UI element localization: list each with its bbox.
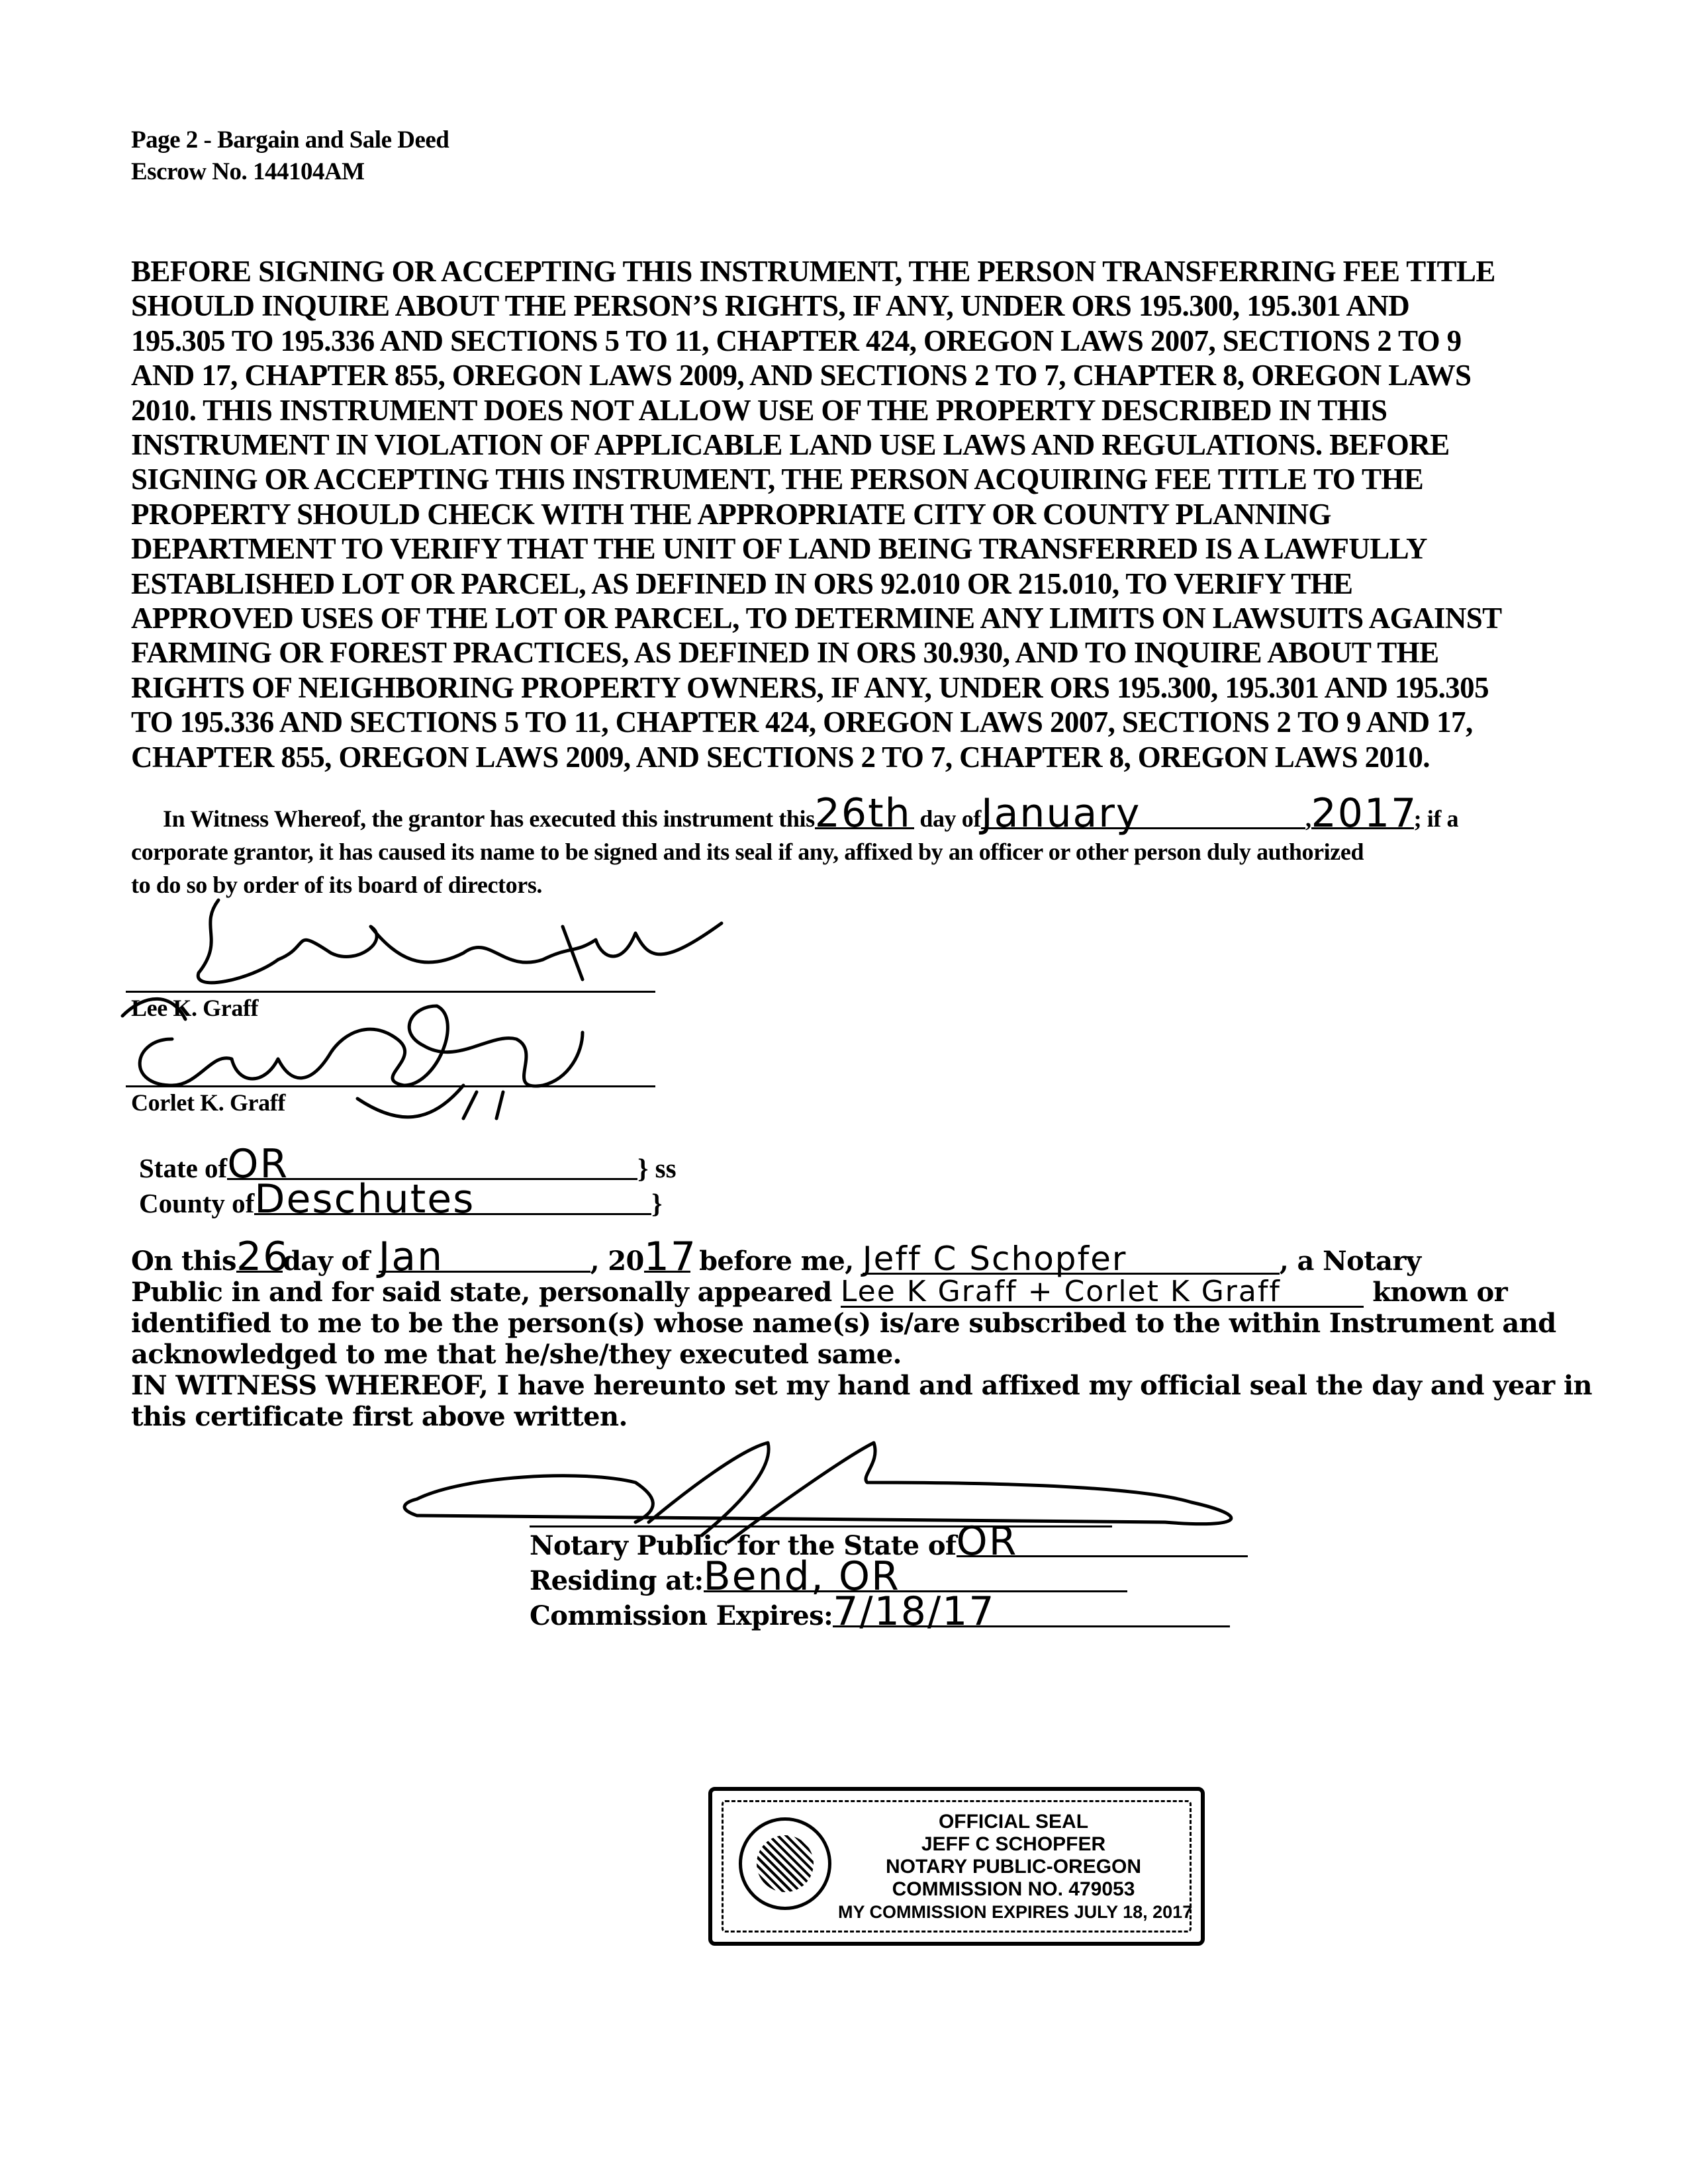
state-seal-emblem-icon <box>739 1817 831 1910</box>
signature-corlet-extra <box>357 1085 503 1118</box>
ss-marker: } ss <box>637 1153 677 1183</box>
witness-year-field[interactable]: 2017 <box>1311 790 1418 837</box>
ack-text: , 20 <box>590 1246 644 1277</box>
warning-line: PROPERTY SHOULD CHECK WITH THE APPROPRIATE CITY OR COUNTY PLANNING <box>131 497 1331 531</box>
ack-notary-name-field[interactable]: Jeff C Schopfer <box>863 1245 1280 1275</box>
state-label: State of <box>139 1153 228 1183</box>
ack-line-6: this certificate first above written. <box>131 1401 628 1432</box>
notary-residing-label: Residing at: <box>530 1565 704 1596</box>
witness-text: ; if a <box>1413 805 1459 832</box>
seal-line-1: OFFICIAL SEAL <box>938 1811 1089 1833</box>
signer-name-2: Corlet K. Graff <box>131 1089 285 1116</box>
witness-line-3: to do so by order of its board of directors. <box>131 872 543 898</box>
ack-text: Public in and for said state, personally appeared <box>131 1277 832 1308</box>
signature-lee-extra <box>122 927 583 1019</box>
seal-line-5: MY COMMISSION EXPIRES JULY 18, 2017 <box>838 1902 1193 1922</box>
official-seal-stamp <box>708 1787 1205 1946</box>
witness-text: , <box>1305 805 1311 832</box>
warning-line: DEPARTMENT TO VERIFY THAT THE UNIT OF LAND BEING TRANSFERRED IS A LAWFULLY <box>131 532 1427 566</box>
seal-line-4: COMMISSION NO. 479053 <box>892 1878 1135 1900</box>
warning-line: FARMING OR FOREST PRACTICES, AS DEFINED IN ORS 30.930, AND TO INQUIRE ABOUT THE <box>131 636 1439 670</box>
notary-state-label: Notary Public for the State of <box>530 1530 957 1561</box>
state-field[interactable]: OR <box>227 1150 637 1180</box>
warning-line: SIGNING OR ACCEPTING THIS INSTRUMENT, THE PERSON ACQUIRING FEE TITLE TO THE <box>131 463 1424 496</box>
notary-expires-label: Commission Expires: <box>530 1600 833 1631</box>
page-label: Page 2 - Bargain and Sale Deed <box>131 126 449 154</box>
warning-line: ESTABLISHED LOT OR PARCEL, AS DEFINED IN ORS 92.010 OR 215.010, TO VERIFY THE <box>131 567 1353 600</box>
warning-line: 2010. THIS INSTRUMENT DOES NOT ALLOW USE OF THE PROPERTY DESCRIBED IN THIS <box>131 393 1387 427</box>
warning-line: TO 195.336 AND SECTIONS 5 TO 11, CHAPTER 424, OREGON LAWS 2007, SECTIONS 2 TO 9 AND 17, <box>131 705 1473 739</box>
warning-line: BEFORE SIGNING OR ACCEPTING THIS INSTRUMENT, THE PERSON TRANSFERRING FEE TITLE <box>131 255 1495 288</box>
ack-day-field[interactable]: 26 <box>236 1234 290 1280</box>
ack-text: known or <box>1372 1277 1508 1308</box>
signature-lee <box>198 900 722 983</box>
county-label: County of <box>139 1188 255 1218</box>
notary-state-field[interactable]: OR <box>957 1527 1248 1557</box>
ack-text: before me, <box>699 1246 854 1277</box>
county-field[interactable]: Deschutes <box>254 1185 651 1215</box>
signer-name-1: Lee K. Graff <box>131 995 259 1021</box>
ack-text: , a Notary <box>1279 1246 1421 1277</box>
warning-line: 195.305 TO 195.336 AND SECTIONS 5 TO 11, CHAPTER 424, OREGON LAWS 2007, SECTIONS 2 TO 9 <box>131 324 1462 357</box>
witness-line-2: corporate grantor, it has caused its name to be signed and its seal if any, affixed by an officer or other person duly authorized <box>131 839 1364 865</box>
signature-notary <box>404 1443 1231 1542</box>
warning-line: AND 17, CHAPTER 855, OREGON LAWS 2009, AND SECTIONS 2 TO 7, CHAPTER 8, OREGON LAWS <box>131 359 1472 392</box>
ack-line-4: acknowledged to me that he/she/they executed same. <box>131 1339 902 1370</box>
warning-line: RIGHTS OF NEIGHBORING PROPERTY OWNERS, IF ANY, UNDER ORS 195.300, 195.301 AND 195.305 <box>131 670 1489 704</box>
notary-expires-field[interactable]: 7/18/17 <box>833 1598 1230 1627</box>
warning-line: APPROVED USES OF THE LOT OR PARCEL, TO DETERMINE ANY LIMITS ON LAWSUITS AGAINST <box>131 602 1502 635</box>
witness-text: day of <box>919 805 981 832</box>
signature-corlet <box>140 1006 583 1086</box>
ack-text: On this <box>131 1246 236 1277</box>
ack-appeared-field[interactable]: Lee K Graff + Corlet K Graff <box>841 1278 1364 1308</box>
warning-line: SHOULD INQUIRE ABOUT THE PERSON’S RIGHTS, IF ANY, UNDER ORS 195.300, 195.301 AND <box>131 289 1410 323</box>
escrow-number: Escrow No. 144104AM <box>131 158 365 185</box>
witness-month-field[interactable]: January <box>981 799 1305 829</box>
witness-text: In Witness Whereof, the grantor has executed this instrument this <box>163 805 815 832</box>
ack-line-3: identified to me to be the person(s) whose name(s) is/are subscribed to the within Instrument and <box>131 1308 1556 1339</box>
ack-month-field[interactable]: Jan <box>379 1243 590 1273</box>
seal-text <box>838 1811 1193 1923</box>
seal-line-3: NOTARY PUBLIC-OREGON <box>885 1856 1142 1878</box>
seal-line-2: JEFF C SCHOPFER <box>921 1833 1106 1855</box>
witness-day-field[interactable]: 26th <box>815 799 914 829</box>
ack-text: day of <box>282 1246 370 1277</box>
county-brace: } <box>651 1188 663 1218</box>
ack-line-5: IN WITNESS WHEREOF, I have hereunto set my hand and affixed my official seal the day and year in <box>131 1370 1593 1401</box>
notary-residing-field[interactable]: Bend, OR <box>704 1563 1127 1592</box>
warning-line: CHAPTER 855, OREGON LAWS 2009, AND SECTIONS 2 TO 7, CHAPTER 8, OREGON LAWS 2010. <box>131 740 1430 774</box>
ack-year-field[interactable]: 17 <box>643 1234 698 1280</box>
warning-line: INSTRUMENT IN VIOLATION OF APPLICABLE LAND USE LAWS AND REGULATIONS. BEFORE <box>131 428 1450 462</box>
